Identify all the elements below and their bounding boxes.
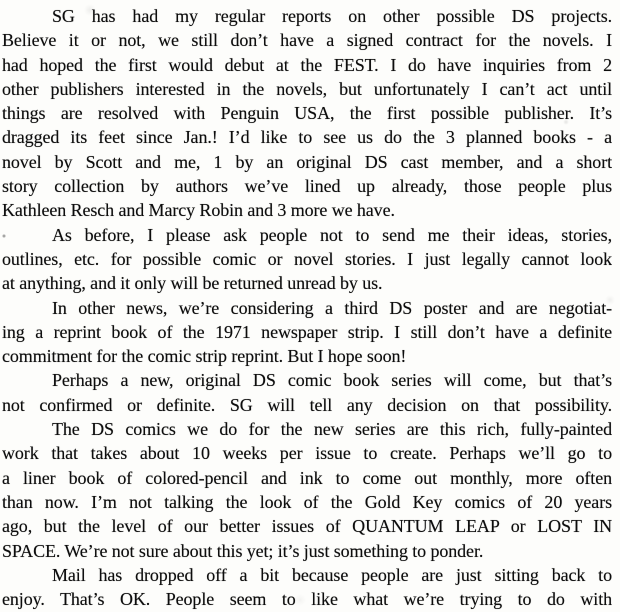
text-line: ago, but the level of our better issues of QUANTUM LEAP or LOST IN	[2, 516, 612, 537]
text-line: SPACE. We’re not sure about this yet; it’s just something to ponder.	[2, 540, 484, 561]
text-line: outlines, etc. for possible comic or novel stories. I just legally cannot look	[2, 248, 612, 269]
text-line: commitment for the comic strip reprint. But I hope soon!	[2, 346, 407, 367]
text-line: other publishers interested in the novels, but unfortunately I can’t act until	[2, 78, 612, 99]
text-line: had hoped the first would debut at the FEST. I do have inquiries from 2	[2, 54, 612, 75]
text-line: The DS comics we do for the new series are this rich, fully-painted	[52, 419, 612, 440]
text-line: at anything, and it only will be returned unread by us.	[2, 273, 383, 294]
text-line: novel by Scott and me, 1 by an original DS cast member, and a short	[2, 151, 612, 172]
text-line: Kathleen Resch and Marcy Robin and 3 more we have.	[2, 200, 395, 221]
text-line: ing a reprint book of the 1971 newspaper strip. I still don’t have a definite	[2, 321, 612, 342]
text-line: Mail has dropped off a bit because people are just sitting back to	[52, 564, 612, 585]
text-line: Believe it or not, we still don’t have a signed contract for the novels. I	[2, 30, 612, 51]
text-line: SG has had my regular reports on other possible DS projects.	[52, 6, 612, 26]
text-line: not confirmed or definite. SG will tell any decision on that possibility.	[2, 394, 612, 415]
text-line: than now. I’m not talking the look of the Gold Key comics of 20 years	[2, 491, 612, 512]
text-line: a liner book of colored-pencil and ink to come out monthly, more often	[2, 467, 612, 488]
text-line: As before, I please ask people not to send me their ideas, stories,	[52, 224, 612, 245]
text-line: In other news, we’re considering a third DS poster and are negotiat-	[52, 297, 612, 318]
text-line: enjoy. That’s OK. People seem to like what we’re trying to do with	[2, 589, 612, 610]
text-line: things are resolved with Penguin USA, the first possible publisher. It’s	[2, 103, 612, 124]
text-line: story collection by authors we’ve lined up already, those people plus	[2, 176, 612, 197]
text-line: work that takes about 10 weeks per issue to create. Perhaps we’ll go to	[2, 443, 612, 464]
text-line: Perhaps a new, original DS comic book series will come, but that’s	[52, 370, 612, 391]
text-line: dragged its feet since Jan.! I’d like to see us do the 3 planned books - a	[2, 127, 612, 148]
